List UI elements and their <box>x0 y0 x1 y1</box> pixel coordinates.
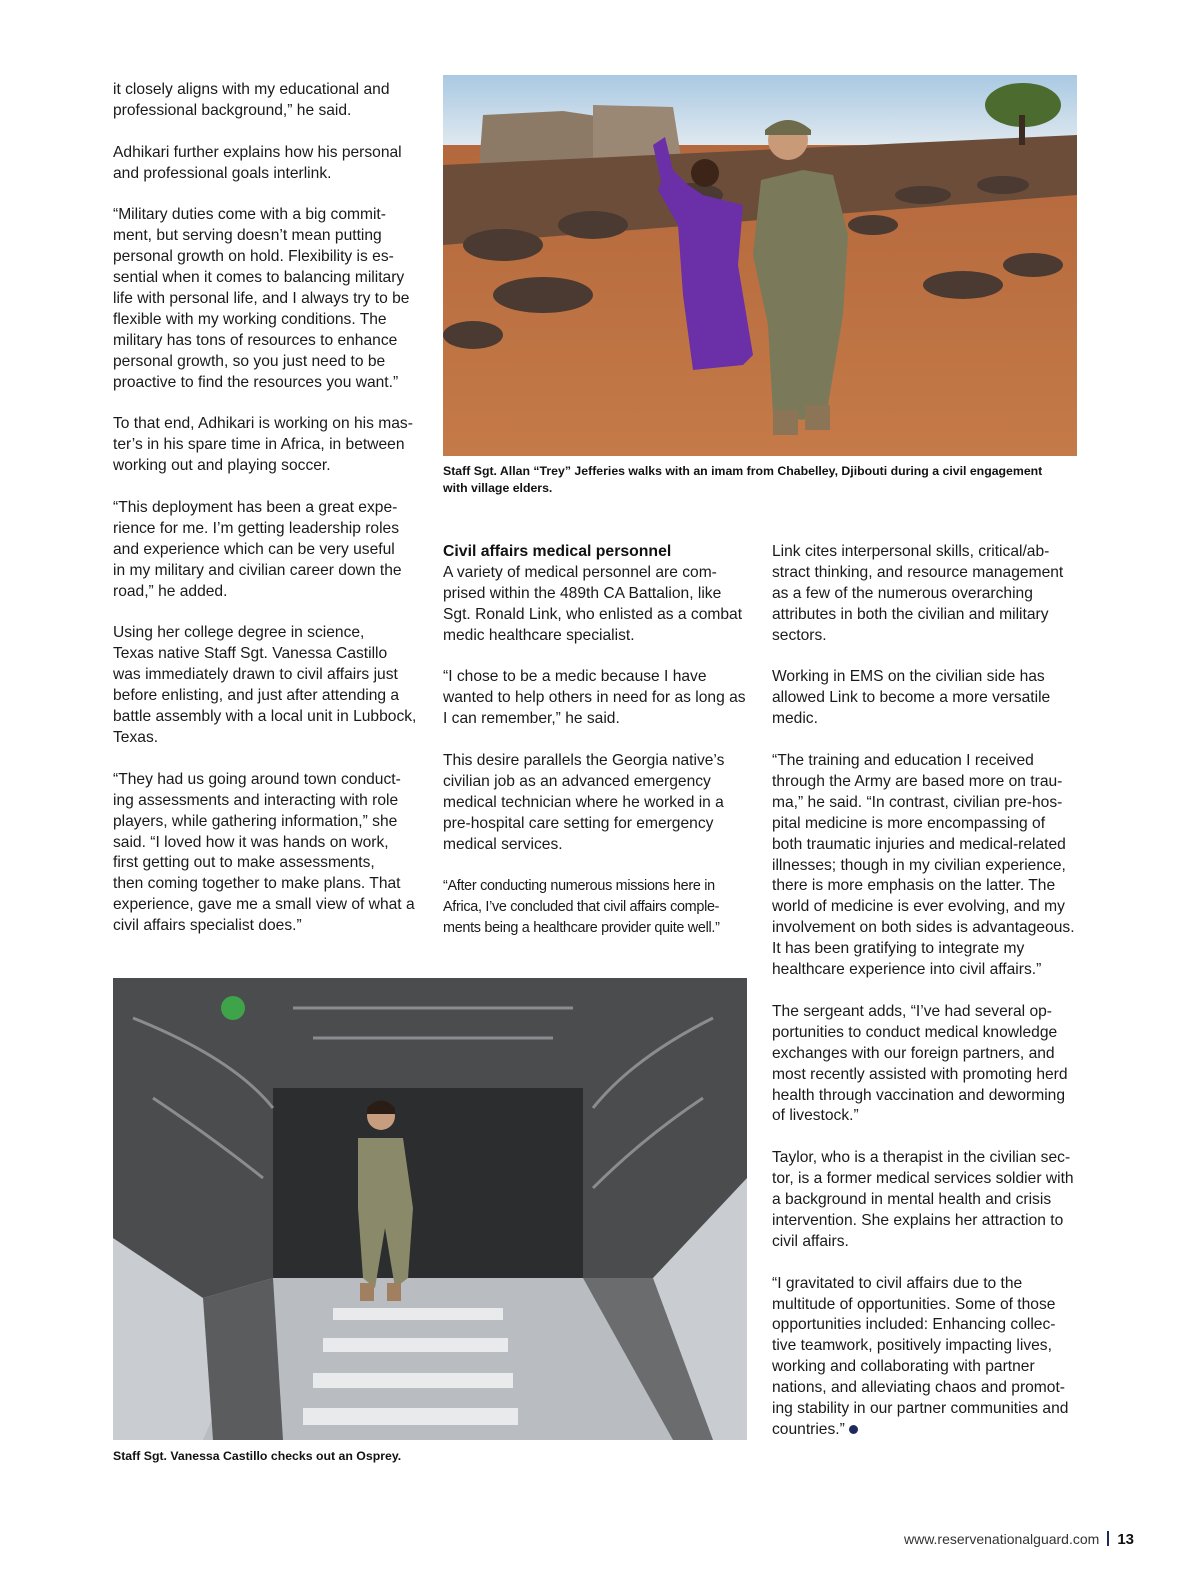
body-paragraph: This desire parallels the Georgia native’s civilian job as an advanced emergency medical technician where he worked in a pre-hospital care setting for emergency medical services. <box>443 752 725 853</box>
photo-caption-top: Staff Sgt. Allan “Trey” Jefferies walks with an imam from Chabelley, Djibouti during a civil engagement with village elders. <box>443 464 1043 495</box>
photo-osprey-interior <box>113 978 747 1440</box>
body-paragraph: Taylor, who is a therapist in the civilian sec- tor, is a former medical services soldier with a background in mental health and crisis intervention. She explains her attraction to civil affairs. <box>772 1149 1074 1250</box>
body-paragraph: Working in EMS on the civilian side has allowed Link to become a more versatile medic. <box>772 668 1051 728</box>
article-column-2 <box>443 542 751 939</box>
body-paragraph: “The training and education I received through the Army are based more on trau- ma,” he said. “In contrast, civilian pre-hos- pital medicine is more encompassing of both traumatic injuries and medical-related illnesses; though in my civilian experience, there is more emphasis on the latter. The world of medicine is ever evolving, and my involvement on both sides is advantageous. It has been gratifying to integrate my healthcare experience into civil affairs.” <box>772 752 1075 979</box>
photo-caption-bottom: Staff Sgt. Vanessa Castillo checks out an Osprey. <box>113 1449 402 1463</box>
final-paragraph-text: “I gravitated to civil affairs due to the multitude of opportunities. Some of those opportunities included: Enhancing collec- tive teamwork, positively impacting lives, working and collaborating with partner nations, and alleviating chaos and promot- ing stability in our partner communities and countries.” <box>772 1274 1069 1438</box>
body-paragraph: Using her college degree in science, Texas native Staff Sgt. Vanessa Castillo was immediately drawn to civil affairs just before enlisting, and just after attending a battle assembly with a local unit in Lubbock, Texas. <box>113 624 417 747</box>
body-paragraph: “Military duties come with a big commit- ment, but serving doesn’t mean putting personal growth on hold. Flexibility is es- sential when it comes to balancing military life with personal life, and I always try to be flexible with my working conditions. The military has tons of resources to enhance personal growth, so you just need to be proactive to find the resources you want.” <box>113 206 410 391</box>
body-paragraph: it closely aligns with my educational and professional background,” he said. <box>113 81 390 119</box>
body-paragraph: Adhikari further explains how his personal and professional goals interlink. <box>113 143 402 182</box>
photo-soldier-with-imam <box>443 75 1077 456</box>
article-column-3 <box>772 542 1080 1441</box>
page-number: 13 <box>1117 1531 1134 1548</box>
body-paragraph: “They had us going around town conduct- ing assessments and interacting with role players, while gathering information,” she said. “I loved how it was hands on work, first getting out to make assessments, then coming together to make plans. That experience, gave me a small view of what a civil affairs specialist does.” <box>113 770 415 935</box>
body-paragraph: “This deployment has been a great expe- rience for me. I’m getting leadership roles and experience which can be very useful in my military and civilian career down the road,” he added. <box>113 499 402 600</box>
body-paragraph: A variety of medical personnel are com- prised within the 489th CA Battalion, like Sgt. Ronald Link, who enlisted as a combat medic healthcare specialist. <box>443 563 743 644</box>
desert-scene-illustration <box>443 75 1077 456</box>
body-paragraph: “I chose to be a medic because I have wanted to help others in need for as long as I can remember,” he said. <box>443 668 746 728</box>
body-paragraph: The sergeant adds, “I’ve had several op- portunities to conduct medical knowledge exchanges with our foreign partners, and most recently assisted with promoting herd health through vaccination and deworming of livestock.” <box>772 1002 1068 1125</box>
article-column-1 <box>113 80 421 937</box>
body-paragraph: Link cites interpersonal skills, critical/ab- stract thinking, and resource management as a few of the numerous overarching attributes in both the civilian and military sectors. <box>772 543 1064 644</box>
body-paragraph: To that end, Adhikari is working on his mas- ter’s in his spare time in Africa, in between working out and playing soccer. <box>113 415 413 475</box>
footer-divider <box>1107 1531 1109 1546</box>
website-url: www.reservenationalguard.com <box>903 1531 1100 1547</box>
end-of-article-dot-icon <box>849 1425 858 1434</box>
section-heading: Civil affairs medical personnel <box>443 543 672 560</box>
body-paragraph: “After conducting numerous missions here in Africa, I’ve concluded that civil affairs comple- ments being a healthcare provider quite well.” <box>443 878 720 937</box>
body-paragraph-final <box>772 1274 1080 1441</box>
aircraft-interior-illustration <box>113 978 747 1440</box>
page-footer <box>904 1529 1134 1550</box>
